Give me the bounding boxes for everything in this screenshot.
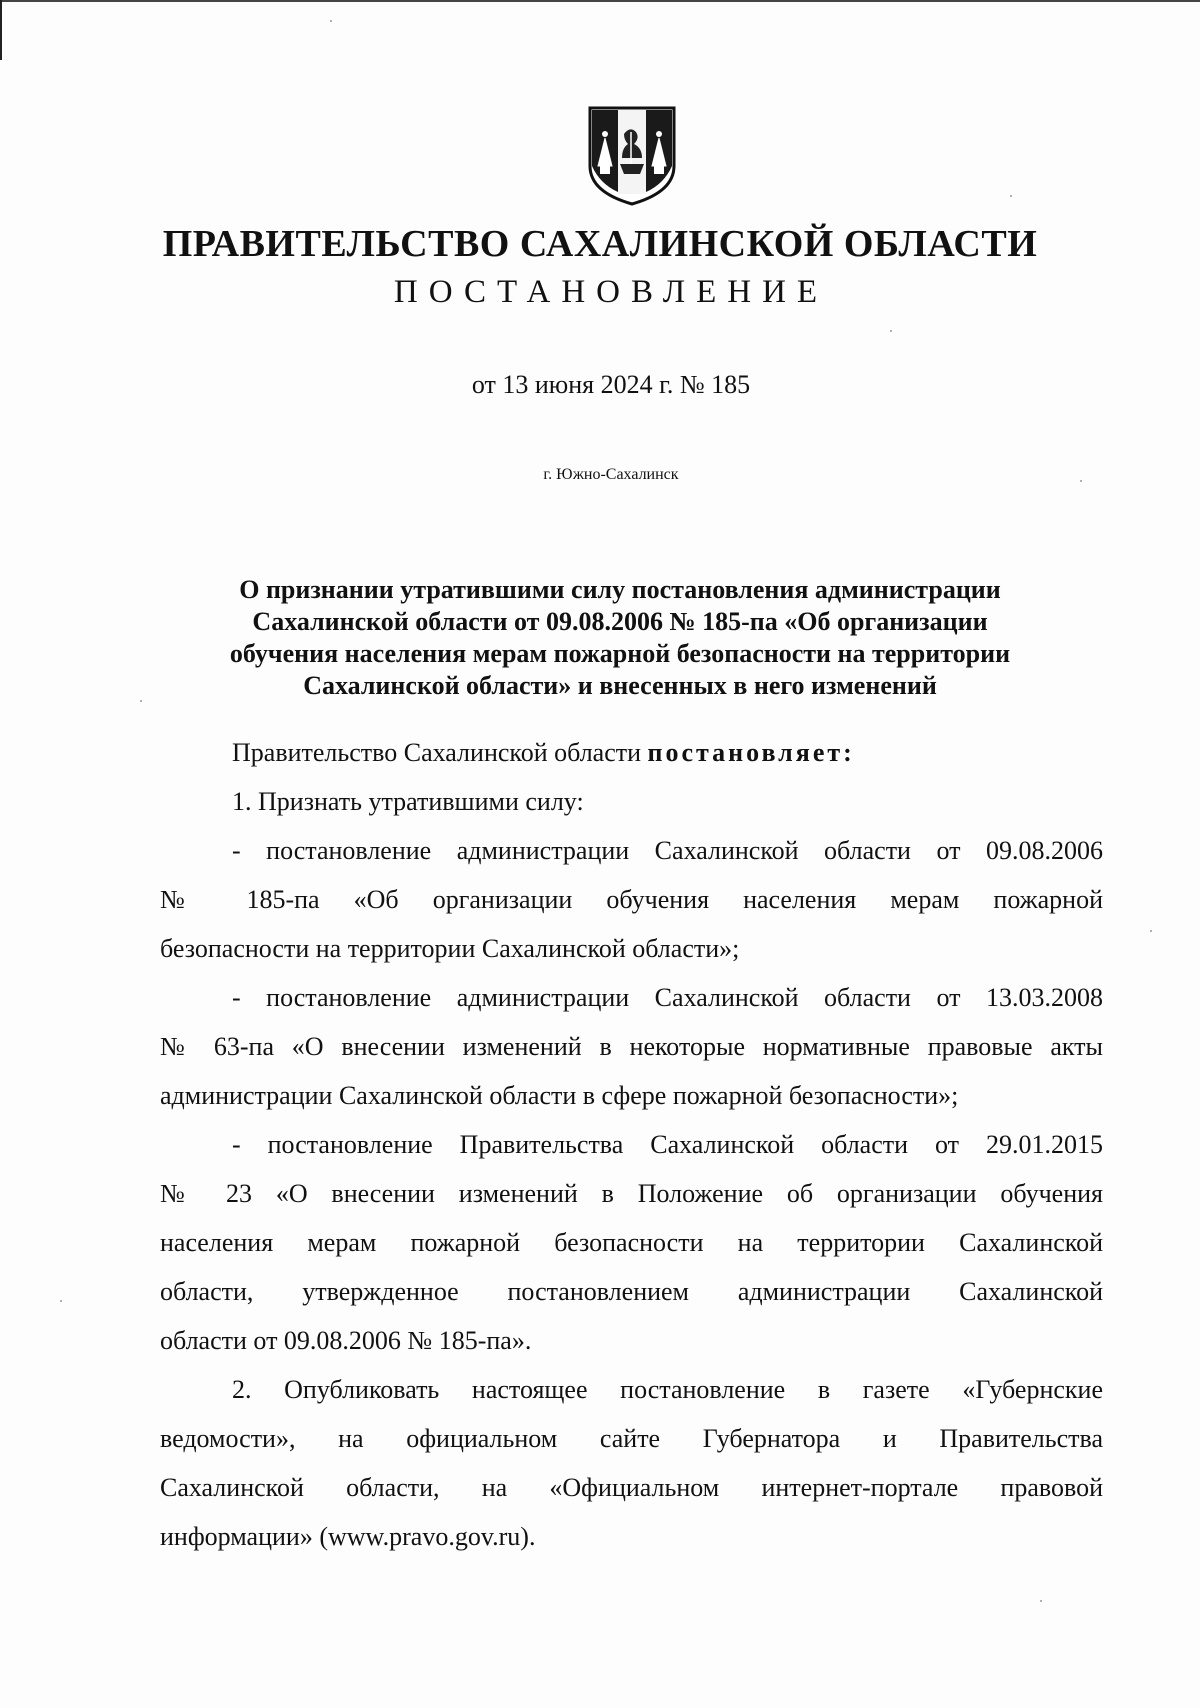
heading-line: О признании утратившими силу постановления администрации	[239, 575, 1001, 604]
item-2-line: информации» (www.pravo.gov.ru).	[160, 1522, 536, 1551]
item-1-title	[160, 777, 1103, 826]
scan-speckle	[1040, 1600, 1042, 1602]
scan-speckle	[890, 330, 892, 332]
scan-speckle	[1150, 930, 1152, 932]
item-2-line: Сахалинской области, на «Официальном интернет-портале правовой	[160, 1473, 1103, 1502]
subitem-line: - постановление Правительства Сахалинской области от 29.01.2015	[232, 1130, 1103, 1159]
document-city: г. Южно-Сахалинск	[543, 466, 679, 483]
item-1-title-text: 1. Признать утратившими силу:	[232, 787, 584, 816]
item-2-line: 2. Опубликовать настоящее постановление в газете «Губернские	[232, 1375, 1103, 1404]
organization-title: ПРАВИТЕЛЬСТВО САХАЛИНСКОЙ ОБЛАСТИ	[162, 223, 1038, 265]
subitem-line: администрации Сахалинской области в сфере пожарной безопасности»;	[160, 1081, 959, 1110]
subitem-line: № 63-па «О внесении изменений в некоторые нормативные правовые акты	[160, 1032, 1103, 1061]
coat-of-arms-icon	[584, 104, 680, 208]
item-2	[160, 1365, 1103, 1561]
subitem-line: безопасности на территории Сахалинской области»;	[160, 934, 740, 963]
document-heading	[160, 574, 1080, 702]
scan-speckle	[1010, 195, 1012, 197]
subitem-line: № 185-па «Об организации обучения населения мерам пожарной	[160, 885, 1103, 914]
heading-line: Сахалинской области от 09.08.2006 № 185-па «Об организации	[252, 607, 988, 636]
subitem-line: области, утвержденное постановлением администрации Сахалинской	[160, 1277, 1103, 1306]
document-date-number: от 13 июня 2024 г. № 185	[471, 370, 751, 399]
heading-line: Сахалинской области» и внесенных в него изменений	[303, 671, 937, 700]
preamble	[160, 728, 1103, 777]
scan-speckle	[60, 1300, 62, 1302]
scan-top-edge	[0, 0, 1200, 2]
heading-line: обучения населения мерам пожарной безопасности на территории	[229, 639, 1011, 668]
preamble-text: Правительство Сахалинской области	[232, 738, 648, 767]
subitem-line: области от 09.08.2006 № 185-па».	[160, 1326, 532, 1355]
item-1-subitem-2	[160, 973, 1103, 1120]
item-1-subitem-1	[160, 826, 1103, 973]
subitem-line: № 23 «О внесении изменений в Положение об организации обучения	[160, 1179, 1103, 1208]
item-2-line: ведомости», на официальном сайте Губернатора и Правительства	[160, 1424, 1103, 1453]
item-1-subitem-3	[160, 1120, 1103, 1365]
subitem-line: - постановление администрации Сахалинской области от 09.08.2006	[232, 836, 1103, 865]
subitem-line: - постановление администрации Сахалинской области от 13.03.2008	[232, 983, 1103, 1012]
subitem-line: населения мерам пожарной безопасности на территории Сахалинской	[160, 1228, 1103, 1257]
scan-speckle	[1080, 480, 1082, 482]
preamble-resolves: постановляет:	[647, 738, 855, 767]
document-type: ПОСТАНОВЛЕНИЕ	[393, 274, 829, 310]
scan-speckle	[140, 700, 142, 702]
scan-left-edge	[0, 0, 2, 60]
scan-speckle	[330, 20, 332, 22]
